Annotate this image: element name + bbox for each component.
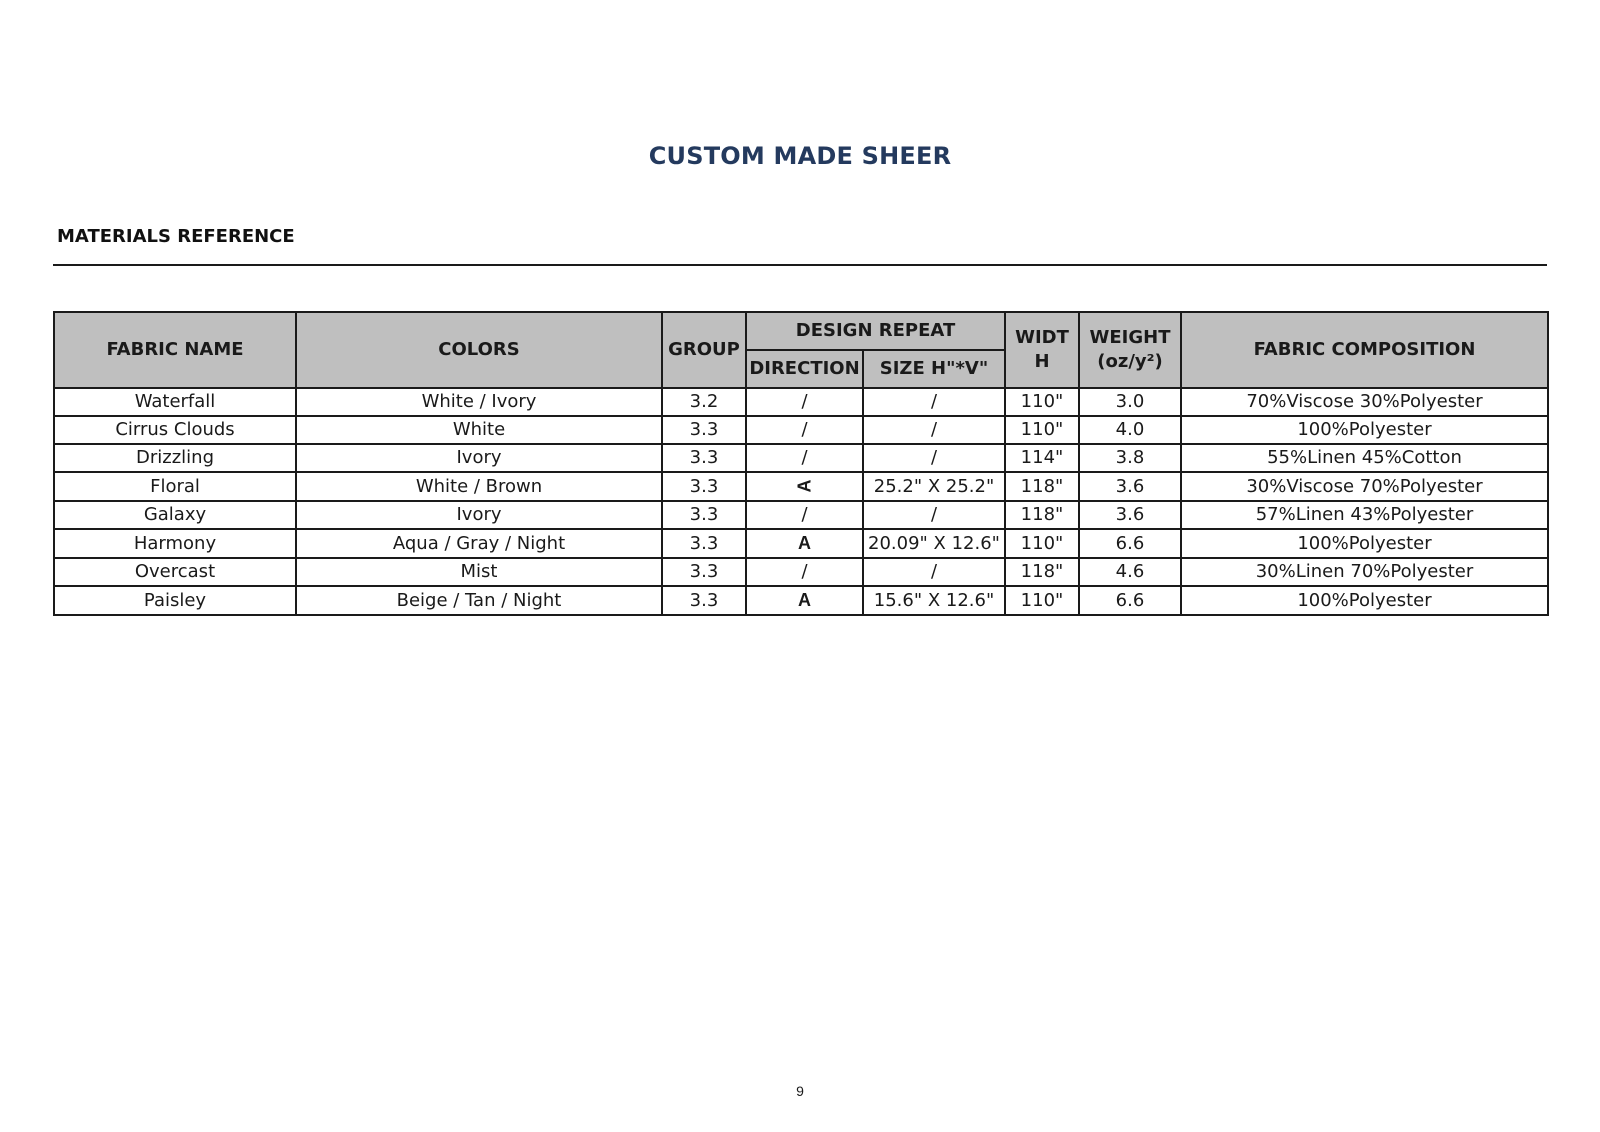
fabric-name-cell: Waterfall (54, 388, 296, 416)
group-cell: 3.3 (662, 501, 746, 529)
direction-cell (746, 472, 863, 501)
colors-cell: Beige / Tan / Night (296, 586, 662, 615)
composition-cell: 55%Linen 45%Cotton (1181, 444, 1548, 472)
colors-cell: Ivory (296, 444, 662, 472)
colors-cell: Mist (296, 558, 662, 586)
direction-symbol: A (798, 590, 811, 610)
size-cell: / (863, 444, 1005, 472)
section-divider (53, 264, 1547, 266)
table-row (54, 558, 1548, 586)
direction-cell (746, 501, 863, 529)
header-size: SIZE H"*V" (863, 350, 1005, 388)
weight-cell: 3.6 (1079, 472, 1181, 501)
group-cell: 3.2 (662, 388, 746, 416)
fabric-name-cell: Drizzling (54, 444, 296, 472)
fabric-name-cell: Floral (54, 472, 296, 501)
composition-cell: 70%Viscose 30%Polyester (1181, 388, 1548, 416)
composition-cell: 100%Polyester (1181, 416, 1548, 444)
direction-cell (746, 416, 863, 444)
weight-cell: 6.6 (1079, 529, 1181, 558)
header-group: GROUP (662, 312, 746, 388)
composition-cell: 30%Linen 70%Polyester (1181, 558, 1548, 586)
direction-symbol: / (801, 391, 808, 412)
size-cell: / (863, 501, 1005, 529)
fabric-name-cell: Overcast (54, 558, 296, 586)
colors-cell: White (296, 416, 662, 444)
table-row (54, 444, 1548, 472)
direction-symbol: / (801, 561, 808, 582)
group-cell: 3.3 (662, 529, 746, 558)
fabric-name-cell: Cirrus Clouds (54, 416, 296, 444)
colors-cell: Aqua / Gray / Night (296, 529, 662, 558)
weight-cell: 6.6 (1079, 586, 1181, 615)
fabric-name-cell: Paisley (54, 586, 296, 615)
table-row (54, 472, 1548, 501)
header-width: WIDT H (1005, 312, 1079, 388)
width-cell: 110" (1005, 586, 1079, 615)
width-cell: 110" (1005, 388, 1079, 416)
size-cell: 15.6" X 12.6" (863, 586, 1005, 615)
table-row (54, 388, 1548, 416)
page-number: 9 (796, 1083, 804, 1099)
direction-symbol: A (794, 479, 815, 493)
table-header (54, 312, 1548, 388)
fabric-name-cell: Galaxy (54, 501, 296, 529)
header-weight: WEIGHT (oz/y²) (1079, 312, 1181, 388)
page-title: CUSTOM MADE SHEER (648, 142, 952, 170)
group-cell: 3.3 (662, 472, 746, 501)
colors-cell: White / Ivory (296, 388, 662, 416)
composition-cell: 57%Linen 43%Polyester (1181, 501, 1548, 529)
composition-cell: 100%Polyester (1181, 529, 1548, 558)
composition-cell: 100%Polyester (1181, 586, 1548, 615)
direction-symbol: / (801, 504, 808, 525)
direction-cell (746, 529, 863, 558)
weight-cell: 3.0 (1079, 388, 1181, 416)
width-cell: 118" (1005, 558, 1079, 586)
group-cell: 3.3 (662, 416, 746, 444)
size-cell: / (863, 388, 1005, 416)
direction-symbol: / (801, 419, 808, 440)
header-colors: COLORS (296, 312, 662, 388)
materials-table (53, 311, 1549, 616)
table-row (54, 501, 1548, 529)
size-cell: 25.2" X 25.2" (863, 472, 1005, 501)
header-fabric-composition: FABRIC COMPOSITION (1181, 312, 1548, 388)
group-cell: 3.3 (662, 586, 746, 615)
width-cell: 118" (1005, 501, 1079, 529)
table-row (54, 529, 1548, 558)
colors-cell: Ivory (296, 501, 662, 529)
weight-cell: 3.8 (1079, 444, 1181, 472)
group-cell: 3.3 (662, 558, 746, 586)
size-cell: 20.09" X 12.6" (863, 529, 1005, 558)
table-row (54, 586, 1548, 615)
direction-cell (746, 586, 863, 615)
colors-cell: White / Brown (296, 472, 662, 501)
composition-cell: 30%Viscose 70%Polyester (1181, 472, 1548, 501)
direction-cell (746, 444, 863, 472)
table-row (54, 416, 1548, 444)
direction-cell (746, 388, 863, 416)
direction-symbol: A (798, 533, 811, 553)
table-body (54, 388, 1548, 615)
header-direction: DIRECTION (746, 350, 863, 388)
width-cell: 110" (1005, 416, 1079, 444)
weight-cell: 3.6 (1079, 501, 1181, 529)
width-cell: 114" (1005, 444, 1079, 472)
size-cell: / (863, 558, 1005, 586)
group-cell: 3.3 (662, 444, 746, 472)
size-cell: / (863, 416, 1005, 444)
section-heading: MATERIALS REFERENCE (57, 226, 295, 247)
direction-cell (746, 558, 863, 586)
fabric-name-cell: Harmony (54, 529, 296, 558)
direction-symbol: / (801, 447, 808, 468)
weight-cell: 4.6 (1079, 558, 1181, 586)
width-cell: 110" (1005, 529, 1079, 558)
header-fabric-name: FABRIC NAME (54, 312, 296, 388)
header-design-repeat: DESIGN REPEAT (746, 312, 1005, 350)
width-cell: 118" (1005, 472, 1079, 501)
weight-cell: 4.0 (1079, 416, 1181, 444)
